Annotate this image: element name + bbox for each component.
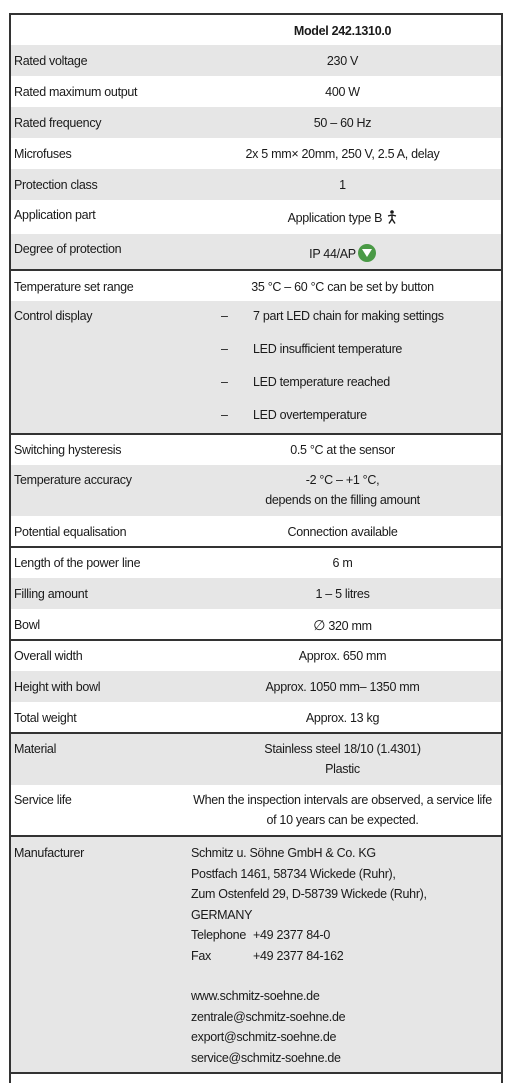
manufacturer-details (191, 843, 503, 1068)
row-value: Approx. 1050 mm– 1350 mm (265, 680, 420, 694)
table-row (9, 836, 503, 1073)
table-row (9, 434, 503, 465)
telephone-row (191, 925, 503, 946)
row-label: Temperature set range (14, 280, 134, 294)
row-label: Filling amount (14, 587, 88, 601)
fax-row (191, 946, 503, 967)
telephone-label: Telephone (191, 928, 246, 942)
row-value: 0.5 °C at the sensor (290, 443, 395, 457)
row-value: 2x 5 mm× 20mm, 250 V, 2.5 A, delay (245, 147, 440, 161)
row-value: Approx. 13 kg (305, 711, 380, 725)
table-row (9, 671, 503, 702)
table-row (9, 547, 503, 578)
row-label: Switching hysteresis (14, 443, 122, 457)
email-link[interactable]: service@schmitz-soehne.de (191, 1050, 341, 1065)
row-value: Approx. 650 mm (298, 649, 387, 663)
row-value: 230 V (326, 54, 359, 68)
fax-label: Fax (191, 948, 211, 963)
row-value: 1 (339, 178, 346, 192)
table-row (9, 45, 503, 76)
row-label: Bowl (14, 618, 40, 632)
row-label: Total weight (14, 711, 77, 725)
list-item: – LED overtemperature (221, 408, 367, 422)
row-value: 6 m (332, 556, 353, 570)
table-row (9, 609, 503, 640)
table-row (9, 465, 503, 516)
row-value: depends on the filling amount (265, 493, 420, 507)
row-label: Potential equalisation (14, 525, 127, 539)
row-label: Rated maximum output (14, 85, 138, 99)
table-row (9, 640, 503, 671)
model-title: Model 242.1310.0 (293, 24, 392, 38)
row-value: 1 – 5 litres (315, 587, 370, 601)
table-row (9, 702, 503, 733)
email-link[interactable]: zentrale@schmitz-soehne.de (191, 1009, 346, 1024)
manufacturer-country: GERMANY (191, 907, 253, 922)
row-label: Manufacturer (14, 846, 85, 860)
table-row (9, 200, 503, 234)
table-row (9, 138, 503, 169)
row-value: -2 °C – +1 °C, (305, 473, 380, 487)
table-row (9, 234, 503, 270)
list-item: – LED temperature reached (221, 375, 390, 389)
table-row (9, 516, 503, 547)
row-value: Stainless steel 18/10 (1.4301) (264, 742, 421, 756)
row-value: 320 mm (328, 619, 372, 633)
row-label: Height with bowl (14, 680, 101, 694)
row-label: Rated voltage (14, 54, 88, 68)
control-display-list (205, 306, 503, 425)
row-label: Rated frequency (14, 116, 102, 130)
manufacturer-address: Postfach 1461, 58734 Wickede (Ruhr), (191, 866, 396, 881)
table-row (9, 733, 503, 785)
row-label: Application part (14, 208, 96, 222)
diameter-icon: ∅ (313, 617, 326, 633)
website-link[interactable]: www.schmitz-soehne.de (191, 989, 320, 1003)
table-row (9, 301, 503, 434)
spec-sheet (9, 13, 503, 1074)
specifications-table (9, 13, 503, 1074)
telephone-number: +49 2377 84-0 (253, 928, 331, 942)
fax-number: +49 2377 84-162 (253, 948, 344, 963)
manufacturer-name: Schmitz u. Söhne GmbH & Co. KG (191, 846, 376, 860)
table-row (9, 785, 503, 836)
model-header-row (9, 14, 503, 45)
row-label: Microfuses (14, 147, 72, 161)
row-value: Plastic (325, 762, 360, 776)
manufacturer-address: Zum Ostenfeld 29, D-58739 Wickede (Ruhr), (191, 887, 427, 901)
table-row (9, 107, 503, 138)
table-row (9, 578, 503, 609)
table-row (9, 169, 503, 200)
row-label: Temperature accuracy (14, 473, 132, 487)
email-link[interactable]: export@schmitz-soehne.de (191, 1030, 337, 1044)
row-value: 50 – 60 Hz (313, 116, 372, 130)
row-value: Application type B (287, 211, 383, 225)
row-label: Control display (14, 309, 93, 323)
person-icon (387, 210, 397, 224)
row-value: When the inspection intervals are observed, a service life (193, 793, 492, 807)
row-value: IP 44/AP (309, 247, 356, 261)
row-label: Overall width (14, 649, 83, 663)
list-item: – 7 part LED chain for making settings (221, 309, 444, 323)
row-value: Connection available (287, 525, 398, 539)
row-value: of 10 years can be expected. (266, 813, 419, 827)
row-label: Length of the power line (14, 556, 141, 570)
row-label: Degree of protection (14, 242, 122, 256)
row-label: Service life (14, 793, 72, 807)
row-label: Material (14, 742, 57, 756)
row-value: 400 W (325, 85, 360, 99)
list-item: – LED insufficient temperature (221, 342, 403, 356)
ip-ap-green-triangle-icon (358, 244, 376, 262)
row-value: 35 °C – 60 °C can be set by button (251, 280, 434, 294)
table-row (9, 270, 503, 301)
table-row (9, 76, 503, 107)
row-label: Protection class (14, 178, 98, 192)
